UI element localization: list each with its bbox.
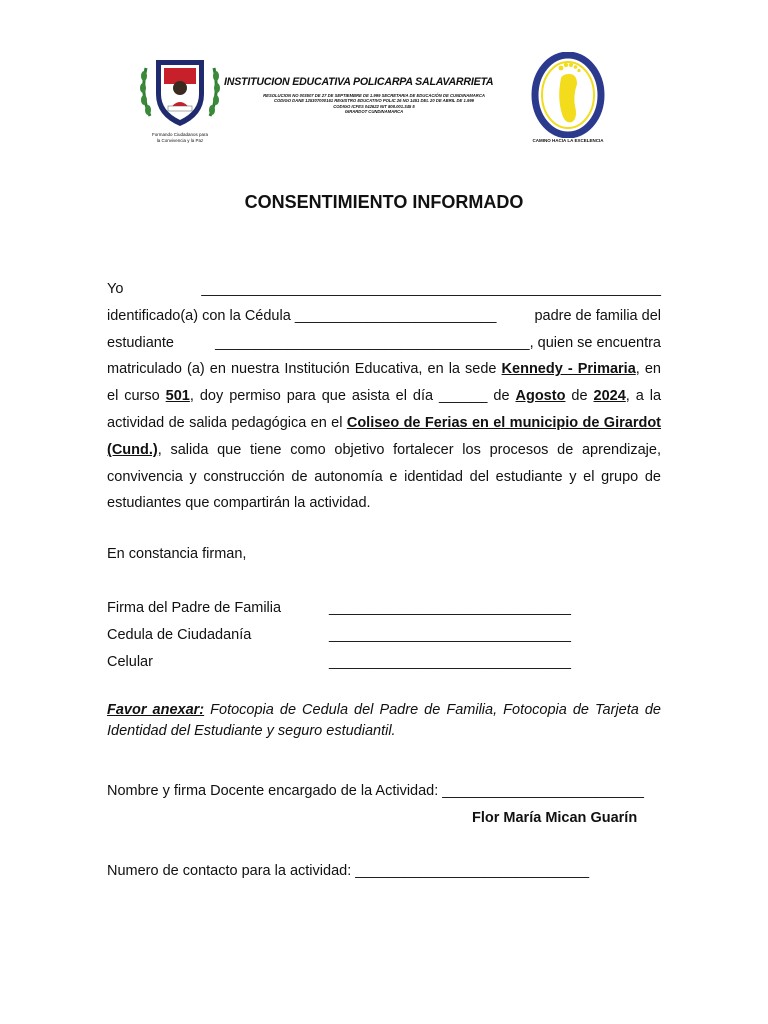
- identificado-text: identificado(a) con la Cédula: [107, 307, 291, 324]
- annex-text: Fotocopia de Cedula del Padre de Familia, Fotocopia de Tarjeta de Identidad del Estudiante y seguro estudiantil.: [107, 702, 661, 739]
- cedula-label: Cedula de Ciudadanía: [107, 627, 252, 643]
- foot-emblem-icon: [531, 52, 605, 138]
- student-name-field[interactable]: _______________________________________: [215, 334, 530, 351]
- motto-line: Formando Ciudadanos para: [151, 132, 209, 137]
- paragraph-rest: [107, 356, 661, 517]
- sede-value: Kennedy - Primaria: [501, 361, 636, 378]
- anio-value: 2024: [593, 388, 626, 405]
- annex-lead: Favor anexar:: [107, 702, 205, 718]
- de-text: de: [571, 388, 588, 405]
- yo-line: [107, 276, 661, 303]
- signature-field[interactable]: ______________________________: [329, 600, 571, 616]
- motto-line: la Convivencia y la Paz: [156, 138, 204, 143]
- padre-text: padre de familia del: [534, 307, 661, 324]
- estudiante-label: estudiante: [107, 334, 174, 351]
- objetivo-text: , salida que tiene como objetivo fortalecer los procesos de aprendizaje, convivencia y construcción de autonomía e identidad del estudiante y el grupo de estudiantes que compartirán la actividad.: [107, 441, 661, 512]
- document-title: CONSENTIMIENTO INFORMADO: [244, 192, 524, 212]
- mes-value: Agosto: [515, 388, 566, 405]
- left-logo-motto: [138, 132, 222, 144]
- matriculado-text: matriculado (a) en nuestra Institución Educativa, en la sede: [107, 361, 497, 378]
- celular-field[interactable]: ______________________________: [329, 654, 571, 670]
- consent-paragraph: [107, 276, 661, 517]
- institution-info: [224, 76, 524, 114]
- contact-line[interactable]: Numero de contacto para la actividad: _____________________________: [107, 863, 590, 879]
- actividad-text: , a la actividad de salida pedagógica en el: [107, 388, 662, 431]
- resolution-line: GIRARDOT CUNDINAMARCA: [344, 108, 404, 114]
- celular-label: Celular: [107, 654, 153, 670]
- docente-line[interactable]: Nombre y firma Docente encargado de la Actividad: _________________________: [107, 783, 644, 799]
- signature-label: Firma del Padre de Familia: [107, 600, 282, 616]
- quien-text: , quien se encuentra: [529, 334, 661, 351]
- curso-value: 501: [165, 388, 190, 405]
- curso-text: , en el curso: [107, 361, 661, 405]
- resolution-line: RESOLUCION NO 003507 DE 27 DE SEPTIEMBRE DE 1.999 SECRETARIA DE EDUCACIÓN DE CUNDINAMARCA: [263, 93, 485, 98]
- document-header: [138, 52, 608, 152]
- parent-name-field[interactable]: _________________________________________________________: [201, 281, 661, 297]
- cedula-field[interactable]: _________________________: [294, 307, 497, 324]
- annex-note: [107, 700, 661, 742]
- excellence-foot-logo: [528, 52, 608, 152]
- teacher-name: Flor María Mican Guarín: [472, 810, 638, 826]
- resolution-line: CODIGO ICFES 042622 NIT 808.001.345 5: [333, 103, 415, 109]
- permiso-text: , doy permiso para que asista el día: [189, 388, 434, 405]
- shield-logo-icon: [138, 54, 222, 130]
- resolution-line: CODIGO DANE 125307000161 REGISTRO EDUCATIVO POLIC 26 NO 1451 DEL 20 DE ABRIL DE 1.999: [274, 98, 474, 104]
- cedula-ciudadania-field[interactable]: ______________________________: [329, 627, 571, 643]
- right-logo-motto: CAMINO HACIA LA EXCELENCIA: [532, 138, 604, 143]
- lugar-value: Coliseo de Ferias en el municipio de Girardot (Cund.): [107, 414, 662, 458]
- yo-label: Yo: [107, 281, 124, 297]
- institution-shield-logo: [138, 54, 222, 150]
- estudiante-line: [107, 330, 661, 357]
- dia-field[interactable]: ______: [439, 388, 488, 405]
- cedula-line: [107, 303, 661, 330]
- constancia-text: En constancia firman,: [107, 546, 247, 562]
- resolution-lines: [224, 93, 524, 114]
- de-text: de: [493, 388, 510, 405]
- institution-name: INSTITUCION EDUCATIVA POLICARPA SALAVARRIETA: [224, 76, 494, 88]
